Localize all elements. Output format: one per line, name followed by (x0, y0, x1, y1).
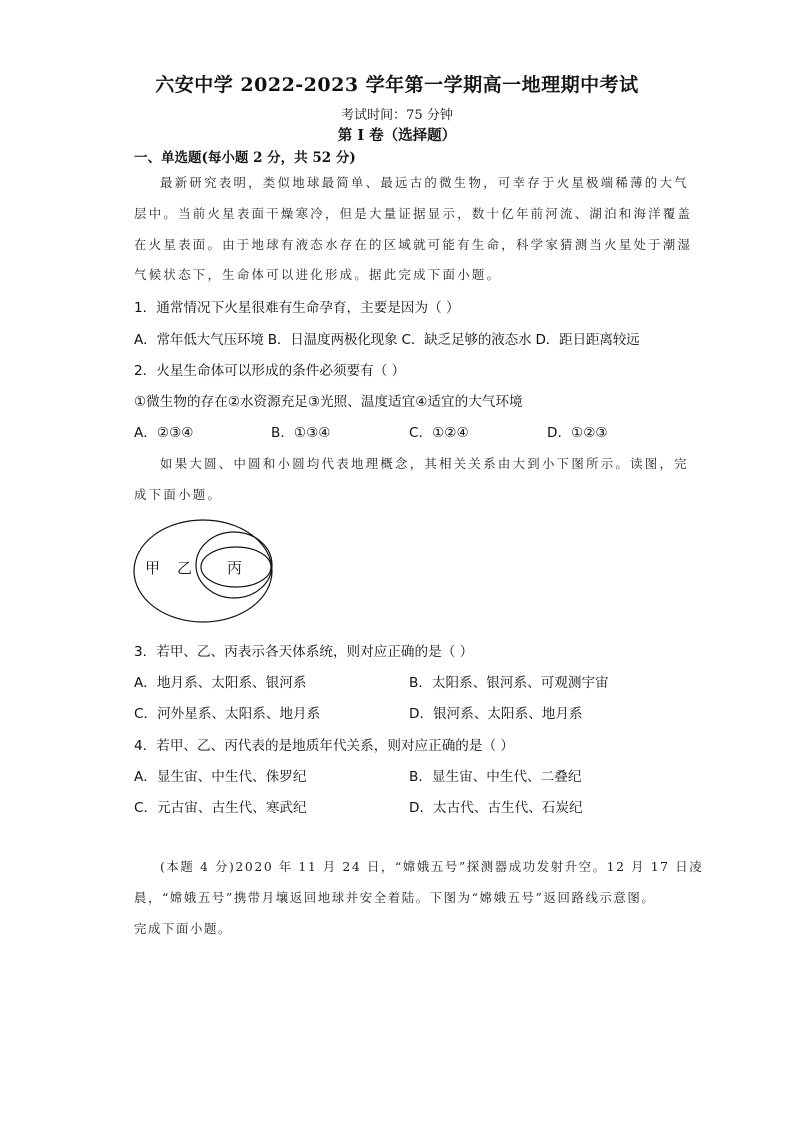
question-2-stem: 2．火星生命体可以形成的条件必须要有（ ） (134, 363, 406, 379)
question-4-option-b: B．显生宙、中生代、二叠纪 (409, 769, 582, 785)
passage-line: 成下面小题。 (134, 487, 223, 502)
question-1-stem: 1．通常情况下火星很难有生命孕育，主要是因为（ ） (134, 300, 460, 316)
nested-circles-diagram (130, 518, 280, 628)
question-4-stem: 4．若甲、乙、丙代表的是地质年代关系，则对应正确的是（ ） (134, 738, 514, 754)
passage-line: 最新研究表明，类似地球最简单、最远古的微生物，可幸存于火星极端稀薄的大气 (160, 175, 689, 190)
question-3-option-b: B．太阳系、银河系、可观测宇宙 (409, 675, 609, 691)
exam-time: 考试时间：75 分钟 (341, 108, 453, 123)
passage-line: 在火星表面。由于地球有液态水存在的区域就可能有生命，科学家猜测当火星处于潮湿 (134, 237, 693, 252)
passage-line: 如果大圆、中圆和小圆均代表地理概念，其相关关系由大到小下图所示。读图，完 (160, 456, 689, 471)
exam-title: 六安中学 2022-2023 学年第一学期高一地理期中考试 (155, 74, 639, 96)
passage-line: 层中。当前火星表面干燥寒冷，但是大量证据显示，数十亿年前河流、湖泊和海洋覆盖 (134, 206, 693, 221)
question-1-options: A．常年低大气压环境 B．日温度两极化现象 C．缺乏足够的液态水 D．距日距离较远 (134, 332, 640, 348)
question-4-option-d: D．太古代、古生代、石炭纪 (409, 800, 583, 816)
passage-line: (本题 4 分)2020 年 11 月 24 日，“嫦娥五号”探测器成功发射升空。12 月 17 日凌 (160, 859, 704, 874)
volume-title: 第 I 卷（选择题） (337, 127, 457, 144)
question-2-option-b: B．①③④ (271, 425, 331, 441)
question-2-option-c: C．①②④ (409, 425, 469, 441)
section-title: 一、单选题(每小题 2 分，共 52 分) (134, 150, 356, 166)
question-3-option-c: C．河外星系、太阳系、地月系 (134, 706, 321, 722)
label-jia: 甲 (145, 559, 161, 577)
passage-line: 晨，“嫦娥五号”携带月壤返回地球并安全着陆。下图为“嫦娥五号”返回路线示意图。 (134, 890, 656, 905)
question-3-stem: 3．若甲、乙、丙表示各天体系统，则对应正确的是（ ） (134, 644, 474, 660)
passage-line: 完成下面小题。 (134, 921, 232, 936)
label-yi: 乙 (177, 559, 193, 577)
passage-line: 气候状态下，生命体可以进化形成。据此完成下面小题。 (134, 267, 502, 282)
question-3-option-d: D．银河系、太阳系、地月系 (409, 706, 583, 722)
question-4-option-c: C．元古宙、古生代、寒武纪 (134, 800, 307, 816)
label-bing: 丙 (227, 559, 243, 577)
question-4-option-a: A．显生宙、中生代、侏罗纪 (134, 769, 307, 785)
question-3-option-a: A．地月系、太阳系、银河系 (134, 675, 307, 691)
question-2-option-d: D．①②③ (547, 425, 608, 441)
question-2-option-a: A．②③④ (134, 425, 194, 441)
question-2-conditions: ①微生物的存在②水资源充足③光照、温度适宜④适宜的大气环境 (134, 394, 523, 410)
